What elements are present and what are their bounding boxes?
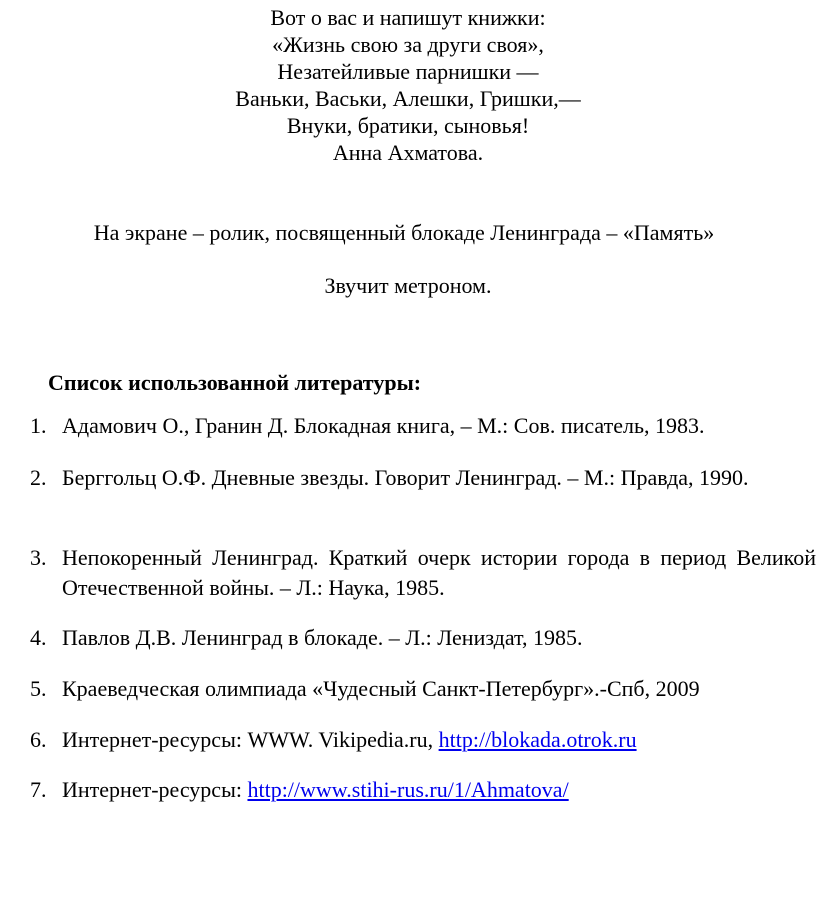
- poem-line: Вот о вас и напишут книжки:: [270, 5, 546, 30]
- stihi-rus-link[interactable]: http://www.stihi-rus.ru/1/Ahmatova/: [247, 777, 569, 802]
- reference-item: [30, 775, 816, 805]
- reference-item: [30, 543, 816, 603]
- references-title: Список использованной литературы:: [48, 370, 422, 395]
- poem-line: Незатейливые парнишки —: [277, 59, 539, 84]
- reference-text: [62, 775, 816, 805]
- reference-number: 6.: [30, 727, 47, 752]
- reference-number: 4.: [30, 625, 47, 650]
- reference-text: [62, 725, 816, 755]
- reference-item: [30, 725, 816, 755]
- reference-number: 3.: [30, 545, 47, 570]
- reference-item: [30, 463, 816, 493]
- reference-text: Адамович О., Гранин Д. Блокадная книга, – М.: Сов. писатель, 1983.: [62, 413, 705, 438]
- poem-line: «Жизнь свою за други своя»,: [272, 32, 544, 57]
- reference-item: [30, 623, 816, 653]
- poem-line: Ваньки, Васьки, Алешки, Гришки,—: [235, 86, 581, 111]
- reference-text: Краеведческая олимпиада «Чудесный Санкт-Петербург».-Спб, 2009: [62, 676, 700, 701]
- reference-text: Непокоренный Ленинград. Краткий очерк истории города в период Великой Отечественной войны. – Л.: Наука, 1985.: [62, 545, 816, 600]
- reference-number: 5.: [30, 676, 47, 701]
- reference-item: [30, 411, 816, 441]
- reference-number: 1.: [30, 413, 47, 438]
- poem-line: Внуки, братики, сыновья!: [286, 113, 530, 138]
- epigraph-poem: [0, 4, 816, 166]
- reference-label: Интернет-ресурсы:: [62, 777, 248, 802]
- reference-text: Берггольц О.Ф. Дневные звезды. Говорит Ленинград. – М.: Правда, 1990.: [62, 465, 749, 490]
- reference-item: [30, 674, 816, 704]
- reference-number: 7.: [30, 777, 47, 802]
- reference-number: 2.: [30, 465, 47, 490]
- metronome-note: Звучит метроном.: [324, 273, 492, 298]
- screen-video-note: На экране – ролик, посвященный блокаде Ленинграда – «Память»: [93, 220, 715, 245]
- blokada-link[interactable]: http://blokada.otrok.ru: [438, 727, 637, 752]
- reference-label: Интернет-ресурсы: WWW. Vikipedia.ru,: [62, 727, 439, 752]
- reference-text: Павлов Д.В. Ленинград в блокаде. – Л.: Лениздат, 1985.: [62, 625, 583, 650]
- poem-author: Анна Ахматова.: [332, 140, 484, 165]
